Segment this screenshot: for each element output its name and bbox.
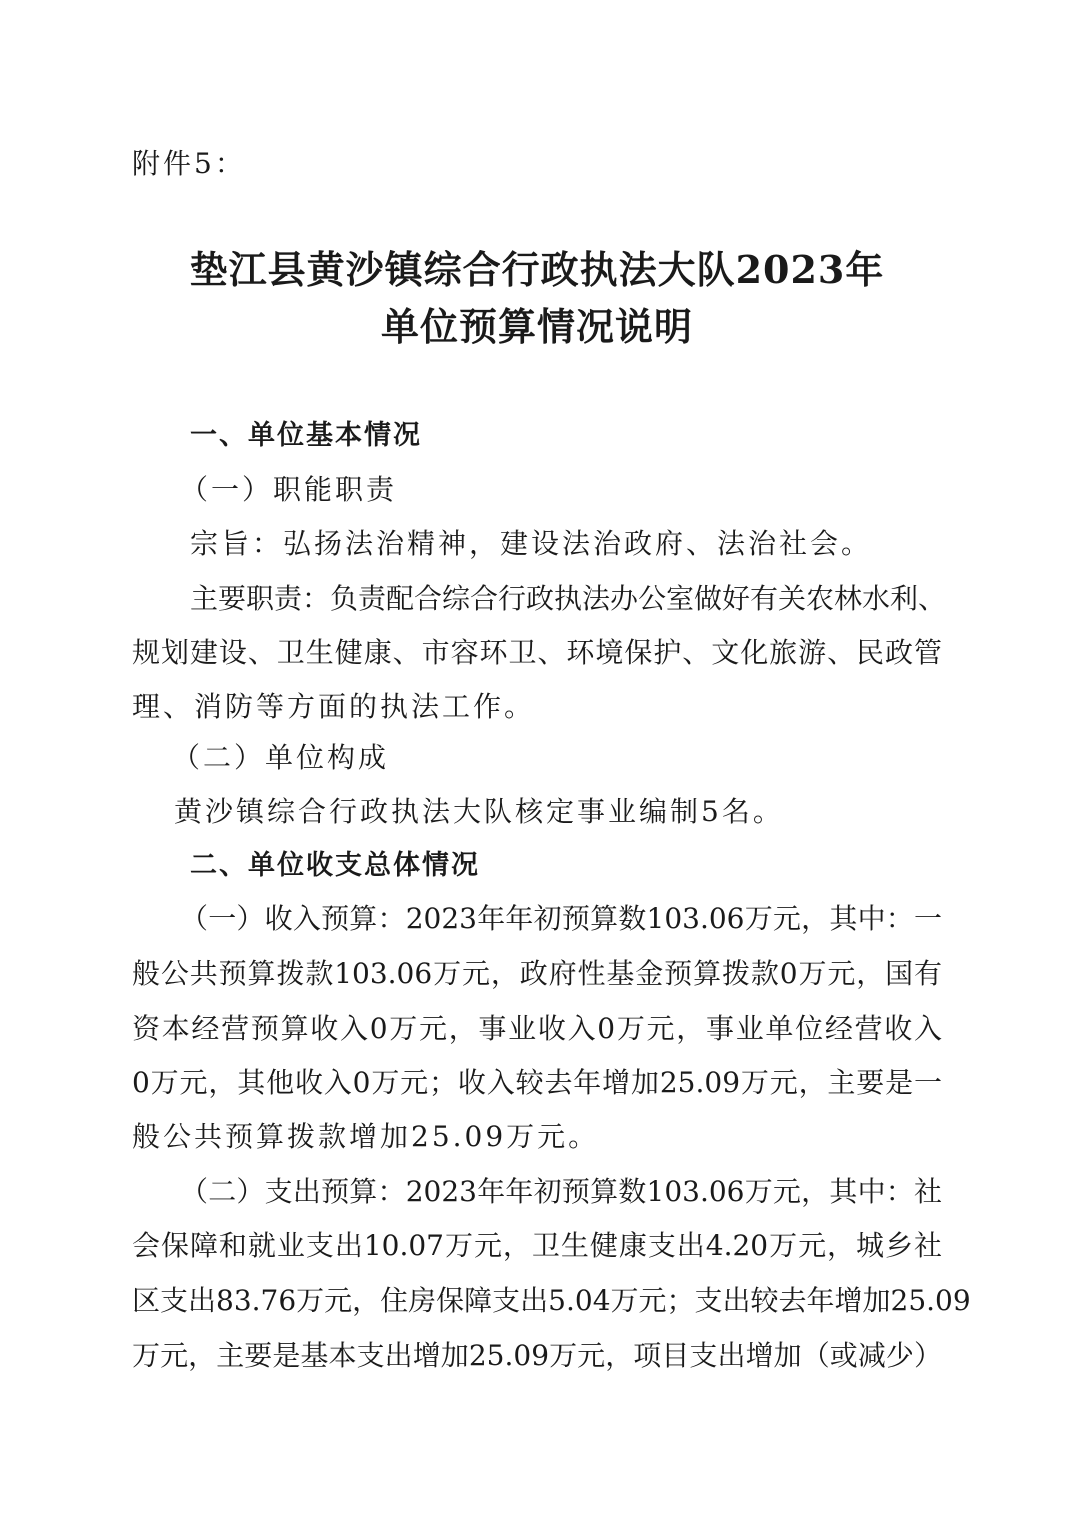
- purpose-text: 宗旨：弘扬法治精神，建设法治政府、法治社会。: [190, 527, 873, 560]
- duties-line: 理、消防等方面的执法工作。: [132, 690, 536, 723]
- subsection-1-1-heading: （一）职能职责: [180, 473, 398, 506]
- expense-line: 区支出83.76万元，住房保障支出5.04万元；支出较去年增加25.09: [132, 1284, 971, 1317]
- income-line: 0万元，其他收入0万元；收入较去年增加25.09万元，主要是一: [132, 1066, 942, 1099]
- income-line: （一）收入预算：2023年年初预算数103.06万元，其中：一: [180, 902, 942, 935]
- section-2-heading: 二、单位收支总体情况: [190, 850, 480, 881]
- income-line: 般公共预算拨款增加25.09万元。: [132, 1120, 600, 1153]
- attachment-label: 附件5：: [132, 147, 246, 180]
- document-title-line-1: 垫江县黄沙镇综合行政执法大队2023年: [189, 247, 885, 292]
- section-1-heading: 一、单位基本情况: [190, 420, 422, 451]
- composition-text: 黄沙镇综合行政执法大队核定事业编制5名。: [174, 795, 784, 828]
- subsection-1-2-heading: （二）单位构成: [172, 741, 390, 774]
- expense-line: （二）支出预算：2023年年初预算数103.06万元，其中：社: [180, 1175, 942, 1208]
- income-line: 资本经营预算收入0万元，事业收入0万元，事业单位经营收入: [132, 1012, 942, 1045]
- document-title-line-2: 单位预算情况说明: [380, 304, 693, 349]
- income-line: 般公共预算拨款103.06万元，政府性基金预算拨款0万元，国有: [132, 957, 942, 990]
- expense-line: 会保障和就业支出10.07万元，卫生健康支出4.20万元，城乡社: [132, 1229, 942, 1262]
- duties-line: 规划建设、卫生健康、市容环卫、环境保护、文化旅游、民政管: [132, 636, 942, 669]
- expense-line: 万元，主要是基本支出增加25.09万元，项目支出增加（或减少）: [132, 1339, 942, 1372]
- duties-line: 主要职责：负责配合综合行政执法办公室做好有关农林水利、: [190, 582, 947, 615]
